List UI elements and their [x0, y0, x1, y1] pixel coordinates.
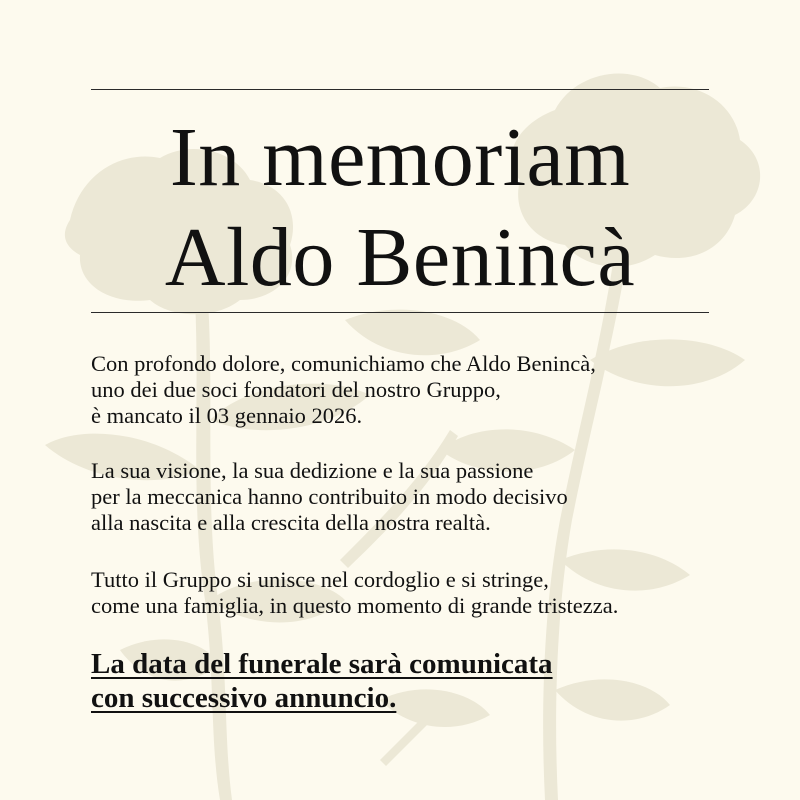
funeral-notice — [91, 647, 731, 715]
paragraph-line: La sua visione, la sua dedizione e la sua passione — [91, 458, 534, 483]
title-line-2: Aldo Benincà — [164, 211, 636, 304]
tribute-paragraph — [91, 458, 731, 536]
funeral-notice-line-2: con successivo annuncio. — [91, 682, 397, 714]
funeral-notice-line-1: La data del funerale sarà comunicata — [91, 648, 553, 680]
top-divider — [91, 89, 709, 90]
page-title — [0, 108, 800, 308]
paragraph-line: è mancato il 03 gennaio 2026. — [91, 403, 363, 428]
paragraph-line: come una famiglia, in questo momento di grande tristezza. — [91, 593, 619, 618]
paragraph-line: alla nascita e alla crescita della nostra realtà. — [91, 510, 491, 535]
paragraph-line: per la meccanica hanno contribuito in modo decisivo — [91, 484, 568, 509]
title-line-1: In memoriam — [169, 111, 631, 204]
paragraph-line: Tutto il Gruppo si unisce nel cordoglio e si stringe, — [91, 567, 549, 592]
bottom-divider — [91, 312, 709, 313]
paragraph-line: Con profondo dolore, comunichiamo che Aldo Benincà, — [91, 351, 596, 376]
announcement-paragraph — [91, 351, 731, 429]
paragraph-line: uno dei due soci fondatori del nostro Gruppo, — [91, 377, 501, 402]
condolence-paragraph — [91, 567, 731, 619]
